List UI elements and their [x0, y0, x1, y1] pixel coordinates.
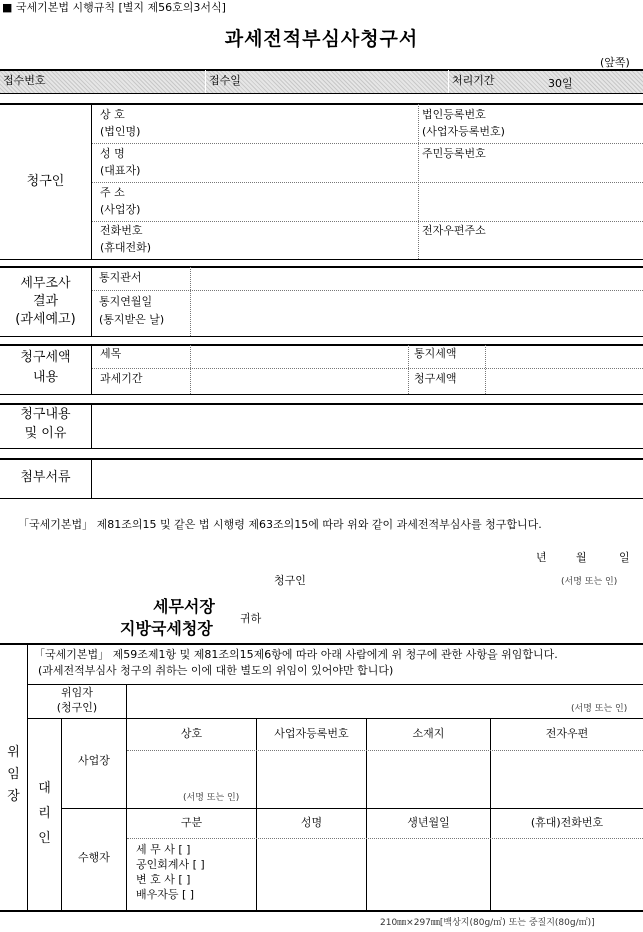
page-side: (앞쪽)	[600, 56, 630, 69]
perf-type-lawyer: 변 호 사 [ ]	[136, 873, 191, 886]
biz-header-regno: 사업자등록번호	[274, 727, 349, 740]
receipt-bar	[0, 70, 643, 93]
corp-reg-no-sub: (사업자등록번호)	[422, 125, 505, 138]
paper-spec: 210㎜×297㎜[백상지(80g/㎡) 또는 중질지(80g/㎡)]	[380, 918, 595, 928]
receipt-number: 접수번호	[3, 74, 46, 87]
perf-type-cpa: 공인회계사 [ ]	[136, 858, 205, 871]
address-sub: (사업장)	[100, 203, 141, 216]
resident-no-label: 주민등록번호	[422, 147, 486, 160]
content-label-2: 및 이유	[24, 426, 67, 441]
audit-label-3: (과세예고)	[15, 312, 76, 327]
perf-header-phone: (휴대)전화번호	[530, 816, 604, 829]
tax-period-label: 과세기간	[100, 372, 143, 385]
agent-label-3: 인	[38, 831, 51, 846]
delegation-text-1: 「국세기본법」 제59조제1항 및 제81조의15제6항에 따라 아래 사람에게 위 청구에 관한 사항을 위임합니다.	[34, 648, 558, 661]
biz-header-location: 소재지	[412, 727, 445, 740]
delegation-side-2: 임	[7, 767, 20, 782]
processing-period-label: 처리기간	[452, 74, 495, 87]
biz-header-name: 상호	[180, 727, 203, 740]
phone-label: 전화번호	[100, 224, 143, 237]
audit-label-2: 결과	[32, 294, 59, 309]
perf-header-birth: 생년월일	[407, 816, 450, 829]
form-id: ■ 국세기본법 시행규칙 [별지 제56호의3서식]	[2, 1, 226, 14]
processing-period-value: 30일	[548, 77, 573, 90]
biz-header-email: 전자우편	[545, 727, 589, 740]
email-label: 전자우편주소	[422, 224, 486, 237]
delegator-sign: (서명 또는 인)	[571, 704, 628, 714]
notice-amount-label: 통지세액	[414, 347, 457, 360]
address-label: 주 소	[100, 186, 125, 199]
name-sub: (대표자)	[100, 164, 141, 177]
claim-amount-label: 청구세액	[414, 372, 457, 385]
business-sign: (서명 또는 인)	[183, 793, 240, 803]
phone-sub: (휴대전화)	[100, 241, 152, 254]
corp-reg-no-label: 법인등록번호	[422, 108, 486, 121]
business-label: 사업장	[78, 754, 110, 767]
perf-type-spouse: 배우자등 [ ]	[136, 888, 195, 901]
delegation-side-1: 위	[7, 745, 20, 760]
notice-date-sub: (통지받은 날)	[99, 313, 165, 326]
signer-sign: (서명 또는 인)	[561, 577, 618, 587]
receipt-date: 접수일	[209, 74, 241, 87]
claimant-label: 청구인	[26, 174, 65, 189]
amount-label-2: 내용	[32, 370, 59, 385]
delegator-sub: (청구인)	[56, 701, 98, 714]
form-title: 과세전적부심사청구서	[224, 28, 419, 50]
delegation-side-3: 장	[7, 789, 20, 804]
delegation-text-2: (과세전적부심사 청구의 취하는 이에 대한 별도의 위임이 있어야만 합니다)	[38, 664, 394, 677]
recipient-line-1: 세무서장	[153, 597, 215, 616]
recipient-suffix: 귀하	[240, 612, 262, 625]
name-label: 성 명	[100, 147, 125, 160]
signer-label: 청구인	[274, 574, 306, 587]
date-month: 월	[576, 551, 587, 564]
notice-office-label: 통지관서	[99, 271, 142, 284]
notice-date-label: 통지연월일	[99, 295, 153, 308]
perf-header-type: 구분	[180, 816, 203, 829]
date-year: 년	[536, 551, 547, 564]
recipient-line-2: 지방국세청장	[120, 619, 213, 638]
date-day: 일	[619, 551, 630, 564]
delegator-label: 위임자	[61, 686, 93, 699]
agent-label-1: 대	[38, 781, 51, 796]
attachments-label: 첨부서류	[20, 470, 71, 485]
perf-type-tax-accountant: 세 무 사 [ ]	[136, 843, 191, 856]
content-label-1: 청구내용	[20, 407, 71, 422]
agent-label-2: 리	[38, 806, 51, 821]
company-name-label: 상 호	[100, 108, 125, 121]
amount-label-1: 청구세액	[20, 350, 71, 365]
tax-item-label: 세목	[100, 347, 122, 360]
statement-text: 「국세기본법」 제81조의15 및 같은 법 시행령 제63조의15에 따라 위와 같이 과세전적부심사를 청구합니다.	[18, 518, 542, 531]
perf-header-name: 성명	[300, 816, 323, 829]
performer-label: 수행자	[78, 851, 110, 864]
audit-label-1: 세무조사	[20, 276, 71, 291]
company-name-sub: (법인명)	[100, 125, 141, 138]
